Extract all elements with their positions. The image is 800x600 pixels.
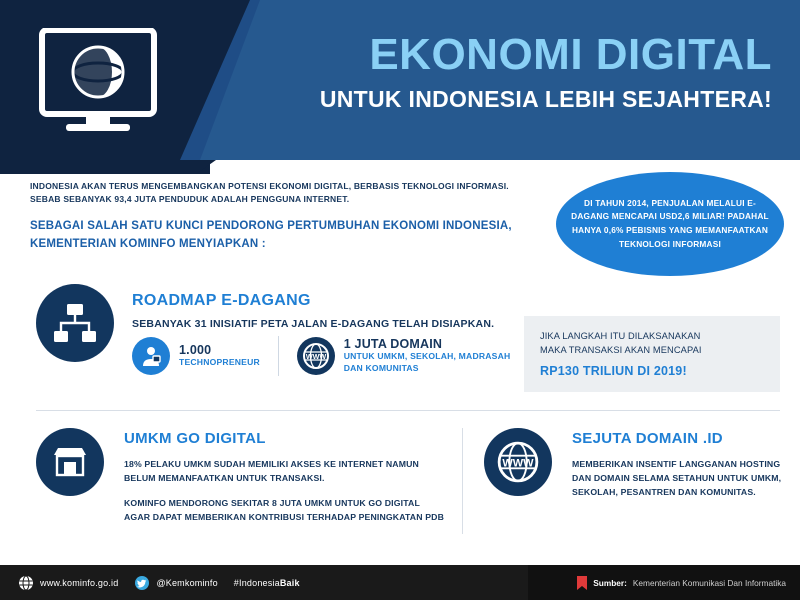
footer-hashtag-label [234,578,300,588]
svg-text:WWW: WWW [502,457,534,470]
intro-paragraph: INDONESIA AKAN TERUS MENGEMBANGKAN POTENSI EKONOMI DIGITAL, BERBASIS TEKNOLOGI INFORMASI. SEBAB SEBANYAK 93,4 JUTA PENDUDUK ADALAH PENGGUNA INTERNET. [30,181,509,205]
header-text-block [320,32,772,113]
bottom-vertical-divider [462,428,463,534]
footer-source-value: Kementerian Komunikasi Dan Informatika [632,577,786,588]
roadmap-line: SEBANYAK 31 INISIATIF PETA JALAN E-DAGANG TELAH DISIAPKAN. [132,318,495,330]
roadmap-section [132,292,532,330]
page-subtitle: UNTUK INDONESIA LEBIH SEJAHTERA! [319,86,772,113]
footer-hashtag-light: #Indonesia [233,577,280,588]
section-divider [36,410,780,411]
stat-domain-value: 1 JUTA DOMAIN [343,337,443,352]
footer-website-label: www.kominfo.go.id [40,577,119,588]
gray-callout-line1: JIKA LANGKAH ITU DILAKSANAKAN [540,331,701,341]
header-banner [0,0,800,160]
umkm-section [124,430,444,525]
www-globe-icon-large [484,428,552,496]
store-shop-icon [36,428,104,496]
www-globe-icon [297,337,335,375]
roadmap-title: ROADMAP E-DAGANG [132,292,311,309]
callout-ellipse-text: DI TAHUN 2014, PENJUALAN MELALUI E-DAGANG MENCAPAI USD2,6 MILIAR! PADAHAL HANYA 0,6% PEBISNIS YANG MEMANFAATKAN TEKNOLOGI INFORMASI [571,197,769,249]
stat-domain-label: UNTUK UMKM, SEKOLAH, MADRASAH DAN KOMUNITAS [343,351,511,373]
intro-block [30,180,530,253]
gray-callout-line2: MAKA TRANSAKSI AKAN MENCAPAI [540,345,702,356]
footer-twitter[interactable] [134,575,217,591]
stats-divider [278,336,279,376]
stat-domain [297,337,532,375]
sitemap-icon [36,284,114,362]
stat-technopreneur [132,337,260,375]
roadmap-stats-row [132,332,532,380]
globe-icon [18,575,34,591]
umkm-title: UMKM GO DIGITAL [124,430,266,447]
twitter-icon [134,575,150,591]
footer-website[interactable] [18,575,118,591]
stat-technopreneur-value: 1.000 [179,343,212,358]
technopreneur-person-icon [132,337,170,375]
monitor-globe-icon [28,28,178,136]
stat-technopreneur-label: TECHNOPRENEUR [179,357,260,368]
stat-technopreneur-text [179,343,260,369]
footer-source [577,565,786,600]
umkm-paragraph-1: 18% PELAKU UMKM SUDAH MEMILIKI AKSES KE INTERNET NAMUN BELUM MEMANFAATKAN UNTUK TRANSAKSI. [124,459,419,483]
bookmark-icon [577,576,587,590]
footer-hashtag-bold: Baik [279,577,300,588]
gray-callout [524,316,780,392]
domain-paragraph-1: MEMBERIKAN INSENTIF LANGGANAN HOSTING DAN DOMAIN SELAMA SETAHUN UNTUK UMKM, SEKOLAH, PESANTREN DAN KOMUNITAS. [572,459,782,497]
umkm-paragraph-2: KOMINFO MENDORONG SEKITAR 8 JUTA UMKM UNTUK GO DIGITAL AGAR DAPAT MEMBERIKAN KONTRIBUSI TERHADAP PENINGKATAN PDB [124,497,445,522]
domain-title: SEJUTA DOMAIN .ID [572,430,723,447]
footer-links [18,565,300,600]
domain-section [572,430,788,500]
callout-ellipse [556,172,784,276]
footer-hashtag[interactable] [234,578,300,588]
svg-text:WWW: WWW [305,352,326,361]
footer-source-label: Sumber: [593,577,627,588]
gray-callout-highlight: RP130 TRILIUN DI 2019! [540,363,687,378]
intro-heading: SEBAGAI SALAH SATU KUNCI PENDORONG PERTUMBUHAN EKONOMI INDONESIA, KEMENTERIAN KOMINFO MENYIAPKAN : [30,220,512,250]
page-title: EKONOMI DIGITAL [369,30,772,79]
stat-domain-text [344,337,532,374]
footer-twitter-label: @Kemkominfo [156,577,218,588]
header-bottom-band [0,160,210,174]
